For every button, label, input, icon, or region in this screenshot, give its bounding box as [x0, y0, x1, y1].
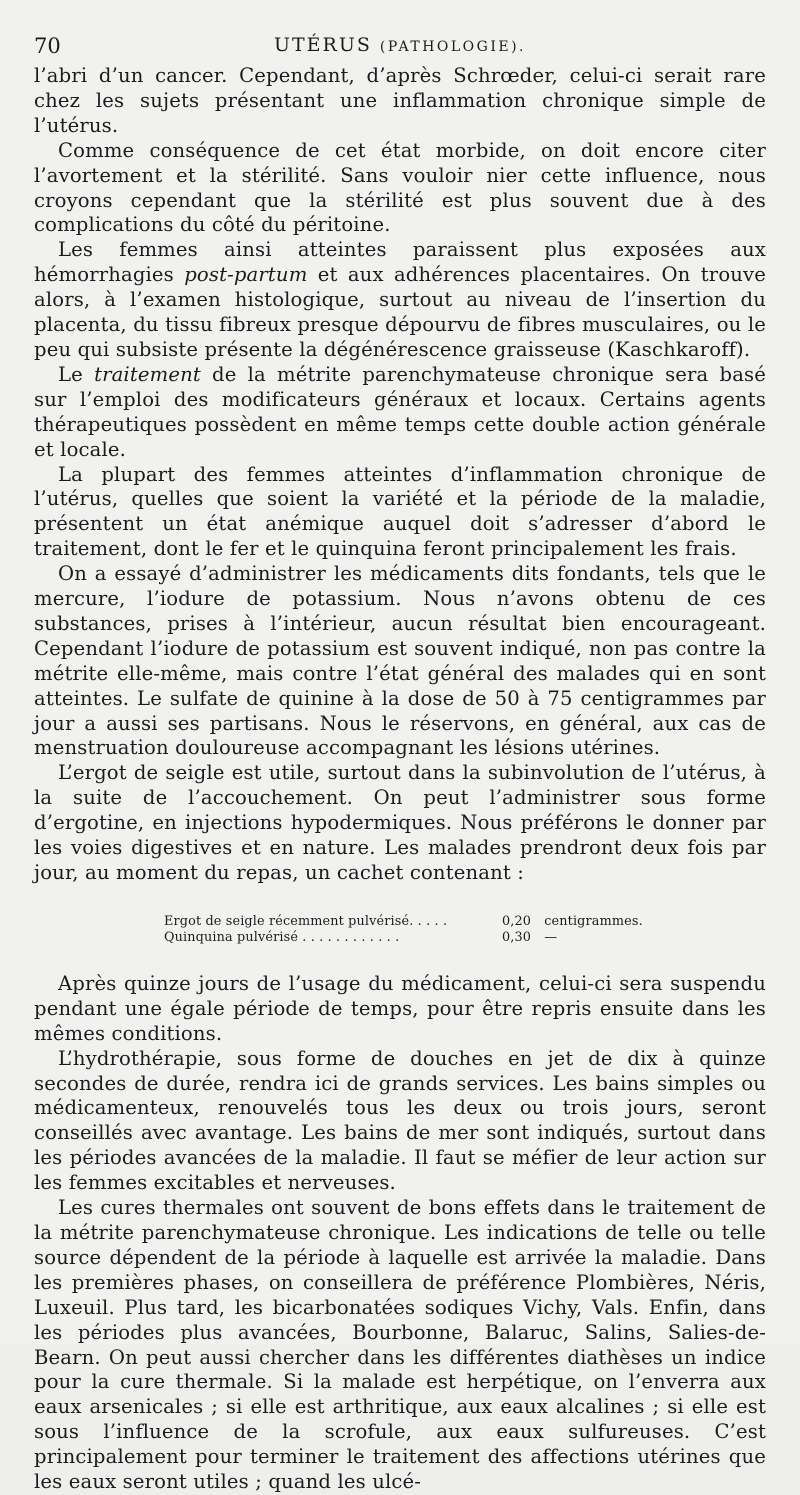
paragraph-text: L’ergot de seigle est utile, surtout dans la subinvolution de l’utérus, à la suite de l’accouchement. On peut l’administrer sous forme d’ergotine, en injections hypodermiques. Nous préférons le donner par les voies digestives et en nature. Les malades prendront deux fois par jour, au moment du repas, un cachet contenant : [34, 761, 766, 884]
ingredient-quantity: 0,30 [502, 929, 532, 945]
paragraph [34, 363, 766, 463]
paragraph [34, 238, 766, 363]
running-title-main: UTÉRUS [273, 34, 372, 56]
paragraph-text: et aux adhérences placentaires. On trouve alors, à l’examen histologique, surtout au niveau de l’insertion du placenta, du tissu fibreux presque dépourvu de fibres musculaires, ou le peu qui subsiste présente la dégénérescence graisseuse (Kaschkaroff). [34, 263, 766, 361]
paragraph-text: Comme conséquence de cet état morbide, on doit encore citer l’avortement et la stérilité. Sans vouloir nier cette influence, nous croyons cependant que la stérilité est plus souvent due à des complications du côté du péritoine. [34, 138, 766, 237]
running-head [34, 26, 766, 64]
paragraph [34, 1047, 766, 1196]
body-text [34, 64, 766, 1495]
prescription-row [164, 914, 766, 930]
ingredient-unit: centigrammes. [544, 913, 643, 929]
page-number: 70 [34, 34, 61, 58]
paragraph-text: l’abri d’un cancer. Cependant, d’après Schrœder, celui-ci serait rare chez les sujets présentant une inflammation chronique simple de l’utérus. [34, 64, 766, 137]
italic-term: traitement [94, 362, 201, 386]
paragraph [34, 139, 766, 239]
ingredient-dose [502, 930, 557, 946]
paragraph-text: de la métrite parenchymateuse chronique sera basé sur l’emploi des modificateurs généraux et locaux. Certains agents thérapeutiques possèdent en même temps cette double action générale et locale. [34, 362, 766, 461]
paragraph [34, 463, 766, 563]
paragraph-text: Le [58, 362, 95, 386]
paragraph-text: La plupart des femmes atteintes d’inflammation chronique de l’utérus, quelles que soient la variété et la période de la maladie, présentent un état anémique auquel doit s’adresser d’abord le traitement, dont le fer et le quinquina feront principalement les frais. [34, 462, 766, 561]
paragraph [34, 1196, 766, 1495]
paragraph [34, 562, 766, 761]
paragraph [34, 972, 766, 1047]
running-title-sub: (PATHOLOGIE). [379, 39, 527, 55]
italic-term: post-partum [184, 263, 308, 287]
ingredient-name: Ergot de seigle récemment pulvérisé. . . . . [164, 913, 448, 929]
ingredient-quantity: 0,20 [502, 913, 532, 929]
paragraph [34, 761, 766, 886]
paragraph-text: Les femmes ainsi atteintes paraissent plus exposées aux hémorrhagies [34, 238, 766, 287]
paragraph [34, 64, 766, 139]
paragraph-text: L’hydrothérapie, sous forme de douches en jet de dix à quinze secondes de durée, rendra ici de grands services. Les bains simples ou médicamenteux, renouvelés tous les deux ou trois jours, seront conseillés avec avantage. Les bains de mer sont indiqués, surtout dans les périodes avancées de la maladie. Il faut se méfier de leur action sur les femmes excitables et nerveuses. [34, 1046, 766, 1195]
ingredient-name: Quinquina pulvérisé . . . . . . . . . . . . [164, 929, 400, 945]
paragraphs-before-prescription [34, 64, 766, 886]
paragraph-text: Les cures thermales ont souvent de bons effets dans le traitement de la métrite parenchymateuse chronique. Les indications de telle ou telle source dépendent de la période à laquelle est arrivée la maladie. Dans les premières phases, on conseillera de préférence Plombières, Néris, Luxeuil. Plus tard, les bicarbonatées sodiques Vichy, Vals. Enfin, dans les périodes plus avancées, Bourbonne, Balaruc, Salins, Salies-de-Bearn. On peut aussi chercher dans les différentes diathèses un indice pour la cure thermale. Si la malade est herpétique, on l’enverra aux eaux arsenicales ; si elle est arthritique, aux eaux alcalines ; si elle est sous l’influence de la scrofule, aux eaux sulfureuses. C’est principalement pour terminer le traitement des affections utérines que les eaux seront utiles ; quand les ulcé- [34, 1196, 766, 1494]
paragraph-text: On a essayé d’administrer les médicaments dits fondants, tels que le mercure, l’iodure de potassium. Nous n’avons obtenu de ces substances, prises à l’intérieur, aucun résultat bien encourageant. Cependant l’iodure de potassium est souvent indiqué, non pas contre la métrite elle-même, mais contre l’état général des malades qui en sont atteintes. Le sulfate de quinine à la dose de 50 à 75 centigrammes par jour a aussi ses partisans. Nous le réservons, en général, aux cas de menstruation douloureuse accompagnant les lésions utérines. [34, 562, 766, 760]
running-title [34, 34, 766, 56]
paragraphs-after-prescription [34, 972, 766, 1495]
prescription-row [164, 930, 766, 946]
paragraph-text: Après quinze jours de l’usage du médicament, celui-ci sera suspendu pendant une égale période de temps, pour être repris ensuite dans les mêmes conditions. [34, 971, 766, 1045]
ingredient-dose [502, 914, 643, 930]
ingredient-unit: — [544, 929, 558, 945]
prescription-formula [164, 914, 766, 946]
